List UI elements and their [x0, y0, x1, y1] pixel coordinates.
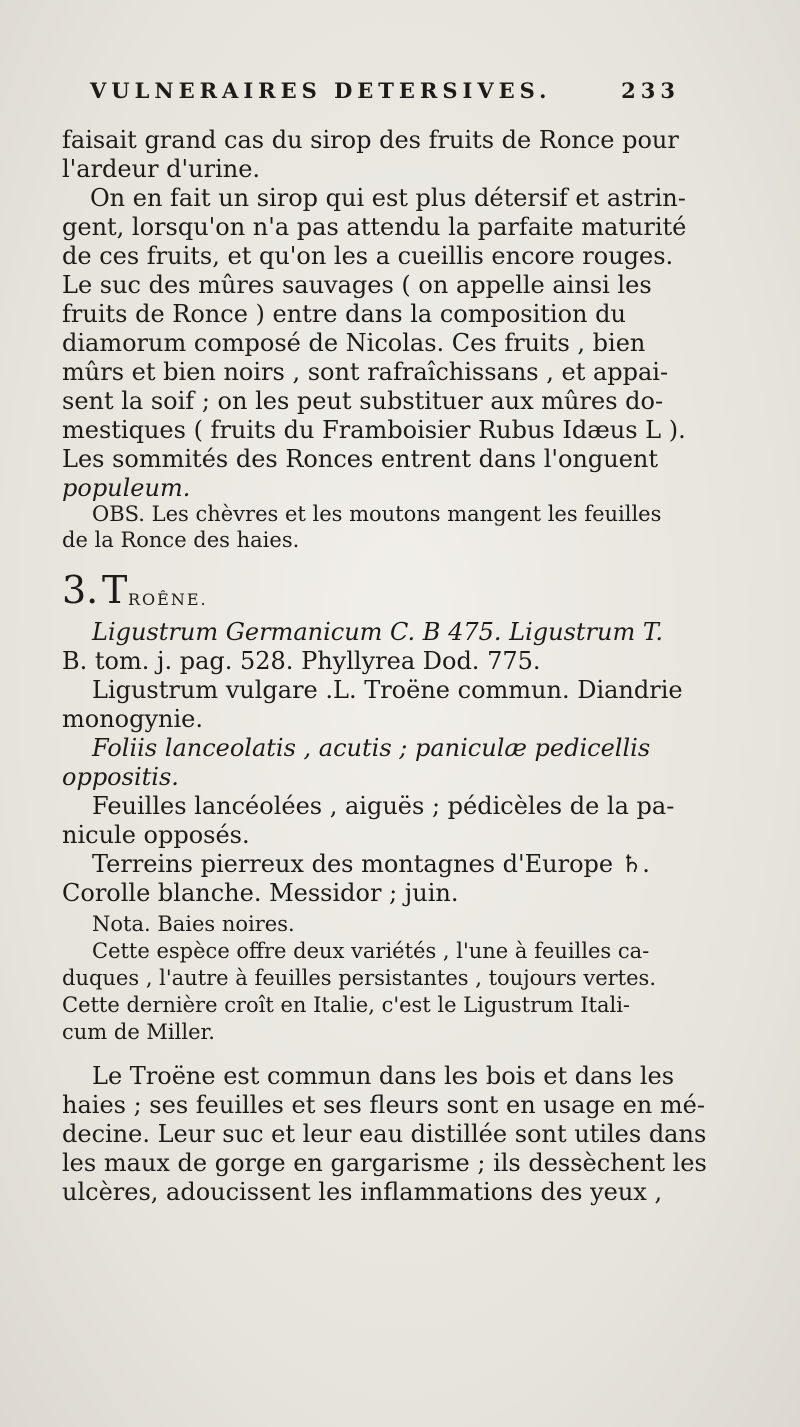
- text-line: haies ; ses feuilles et ses fleurs sont en usage en mé-: [62, 1091, 705, 1119]
- text-line: l'ardeur d'urine.: [62, 155, 261, 183]
- text-line: populeum.: [62, 474, 191, 502]
- text-line: mestiques ( fruits du Framboisier Rubus Idæus L ).: [62, 416, 686, 444]
- text-line: gent, lorsqu'on n'a pas attendu la parfaite maturité: [62, 213, 687, 241]
- section-initial: T: [102, 568, 128, 612]
- text-line: les maux de gorge en gargarisme ; ils dessèchent les: [62, 1149, 707, 1177]
- text-line: de ces fruits, et qu'on les a cueillis encore rouges.: [62, 242, 674, 270]
- text-line: nicule opposés.: [62, 821, 250, 849]
- text-line: OBS. Les chèvres et les moutons mangent les feuilles: [92, 502, 662, 526]
- text-line: de la Ronce des haies.: [62, 528, 300, 552]
- text-line: ulcères, adoucissent les inflammations des yeux ,: [62, 1178, 663, 1206]
- section-number: 3.: [62, 568, 99, 612]
- text-line: duques , l'autre à feuilles persistantes , toujours vertes.: [62, 966, 656, 990]
- text-line: oppositis.: [62, 763, 179, 791]
- text-line: B. tom. j. pag. 528. Phyllyrea Dod. 775.: [62, 647, 541, 675]
- text-line: sent la soif ; on les peut substituer aux mûres do-: [62, 387, 664, 415]
- page-number: 233: [621, 78, 680, 103]
- text-line: Terreins pierreux des montagnes d'Europe ♄.: [92, 850, 650, 878]
- text-line: diamorum composé de Nicolas. Ces fruits , bien: [62, 329, 646, 357]
- text-line: Ligustrum Germanicum C. B 475. Ligustrum T.: [92, 618, 663, 646]
- text-line: cum de Miller.: [62, 1020, 215, 1044]
- text-line: Foliis lanceolatis , acutis ; paniculæ pedicellis: [92, 734, 651, 762]
- text-line: Corolle blanche. Messidor ; juin.: [62, 879, 459, 907]
- text-line: Le suc des mûres sauvages ( on appelle ainsi les: [62, 271, 652, 299]
- text-line: Le Troëne est commun dans les bois et dans les: [92, 1062, 675, 1090]
- running-title: VULNERAIRES DETERSIVES.: [90, 78, 552, 103]
- section-title-rest: ROÊNE.: [128, 590, 208, 609]
- text-line: On en fait un sirop qui est plus détersif et astrin-: [90, 184, 686, 212]
- text-line: mûrs et bien noirs , sont rafraîchissans , et appai-: [62, 358, 669, 386]
- text-line: Nota. Baies noires.: [92, 912, 295, 936]
- text-line: Cette espèce offre deux variétés , l'une à feuilles ca-: [92, 939, 650, 963]
- text-line: Les sommités des Ronces entrent dans l'onguent: [62, 445, 659, 473]
- text-line: Ligustrum vulgare .L. Troëne commun. Diandrie: [92, 676, 683, 704]
- text-line: monogynie.: [62, 705, 203, 733]
- text-line: fruits de Ronce ) entre dans la composition du: [62, 300, 626, 328]
- text-line: decine. Leur suc et leur eau distillée sont utiles dans: [62, 1120, 707, 1148]
- running-header: [90, 78, 680, 103]
- text-line: faisait grand cas du sirop des fruits de Ronce pour: [62, 126, 679, 154]
- text-line: Feuilles lancéolées , aiguës ; pédicèles de la pa-: [92, 792, 675, 820]
- text-line: Cette dernière croît en Italie, c'est le Ligustrum Itali-: [62, 993, 631, 1017]
